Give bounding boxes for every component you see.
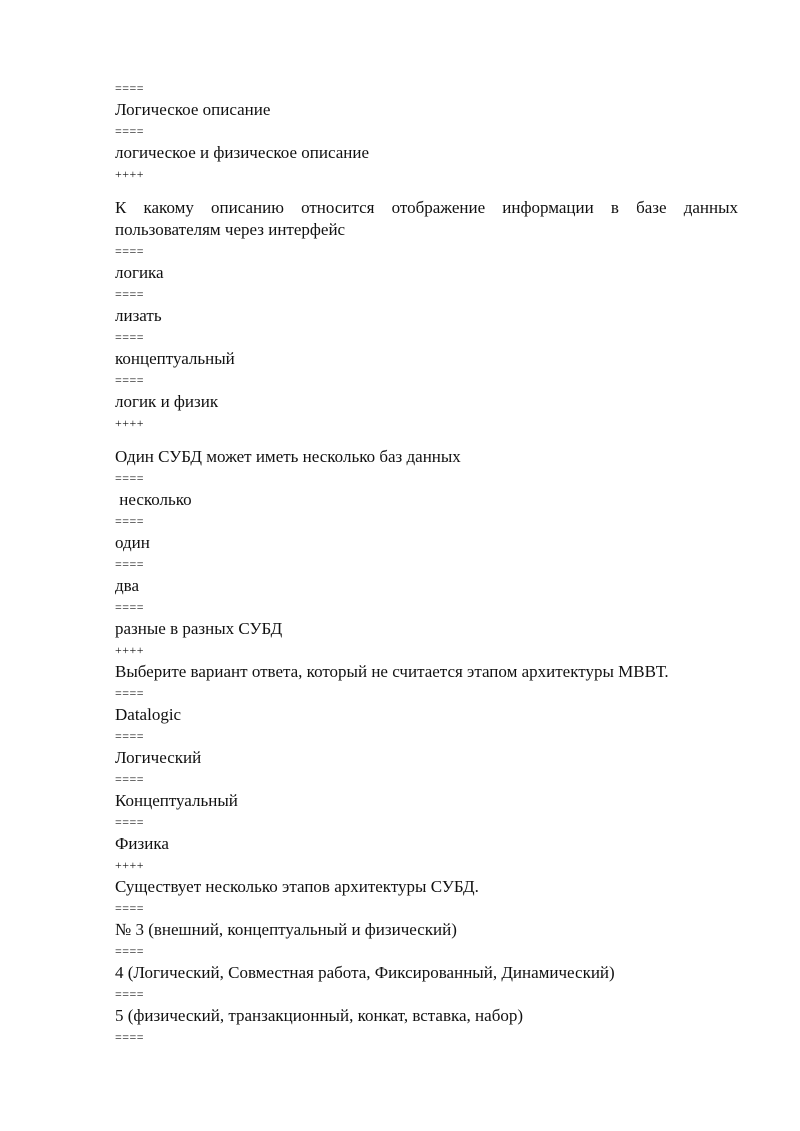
answer-option: логика bbox=[115, 263, 164, 282]
answer-option: Логическое описание bbox=[115, 100, 271, 119]
separator: ==== bbox=[115, 686, 145, 700]
separator: ==== bbox=[115, 815, 145, 829]
separator: ==== bbox=[115, 81, 145, 95]
separator: ==== bbox=[115, 772, 145, 786]
question-end-marker: ++++ bbox=[115, 167, 145, 181]
answer-option: один bbox=[115, 533, 150, 552]
answer-option: логическое и физическое описание bbox=[115, 143, 369, 162]
spacer bbox=[115, 185, 738, 197]
separator: ==== bbox=[115, 944, 145, 958]
separator: ==== bbox=[115, 514, 145, 528]
answer-option: лизать bbox=[115, 306, 162, 325]
answer-option: Datalogic bbox=[115, 705, 182, 724]
question-end-marker: ++++ bbox=[115, 416, 145, 430]
spacer bbox=[115, 434, 738, 446]
question-text: Существует несколько этапов архитектуры СУБД. bbox=[115, 877, 479, 896]
separator: ==== bbox=[115, 1030, 145, 1044]
answer-option: 4 (Логический, Совместная работа, Фиксированный, Динамический) bbox=[115, 963, 615, 982]
separator: ==== bbox=[115, 373, 145, 387]
separator: ==== bbox=[115, 124, 145, 138]
answer-option: разные в разных СУБД bbox=[115, 619, 283, 638]
answer-option: два bbox=[115, 576, 139, 595]
separator: ==== bbox=[115, 600, 145, 614]
separator: ==== bbox=[115, 901, 145, 915]
separator: ==== bbox=[115, 330, 145, 344]
answer-option: Концептуальный bbox=[115, 791, 238, 810]
question-text: Один СУБД может иметь несколько баз данных bbox=[115, 447, 461, 466]
document-body bbox=[115, 78, 738, 1048]
question-end-marker: ++++ bbox=[115, 643, 145, 657]
separator: ==== bbox=[115, 287, 145, 301]
separator: ==== bbox=[115, 244, 145, 258]
question-text: Выберите вариант ответа, который не считается этапом архитектуры МВВТ. bbox=[115, 662, 669, 681]
answer-option: несколько bbox=[115, 490, 192, 509]
answer-option: № 3 (внешний, концептуальный и физический) bbox=[115, 920, 457, 939]
separator: ==== bbox=[115, 557, 145, 571]
question-end-marker: ++++ bbox=[115, 858, 145, 872]
answer-option: Физика bbox=[115, 834, 169, 853]
separator: ==== bbox=[115, 987, 145, 1001]
question-text: К какому описанию относится отображение информации в базе данных пользователям через интерфейс bbox=[115, 198, 738, 239]
answer-option: концептуальный bbox=[115, 349, 235, 368]
separator: ==== bbox=[115, 471, 145, 485]
separator: ==== bbox=[115, 729, 145, 743]
answer-option: Логический bbox=[115, 748, 202, 767]
answer-option: логик и физик bbox=[115, 392, 219, 411]
answer-option: 5 (физический, транзакционный, конкат, вставка, набор) bbox=[115, 1006, 523, 1025]
